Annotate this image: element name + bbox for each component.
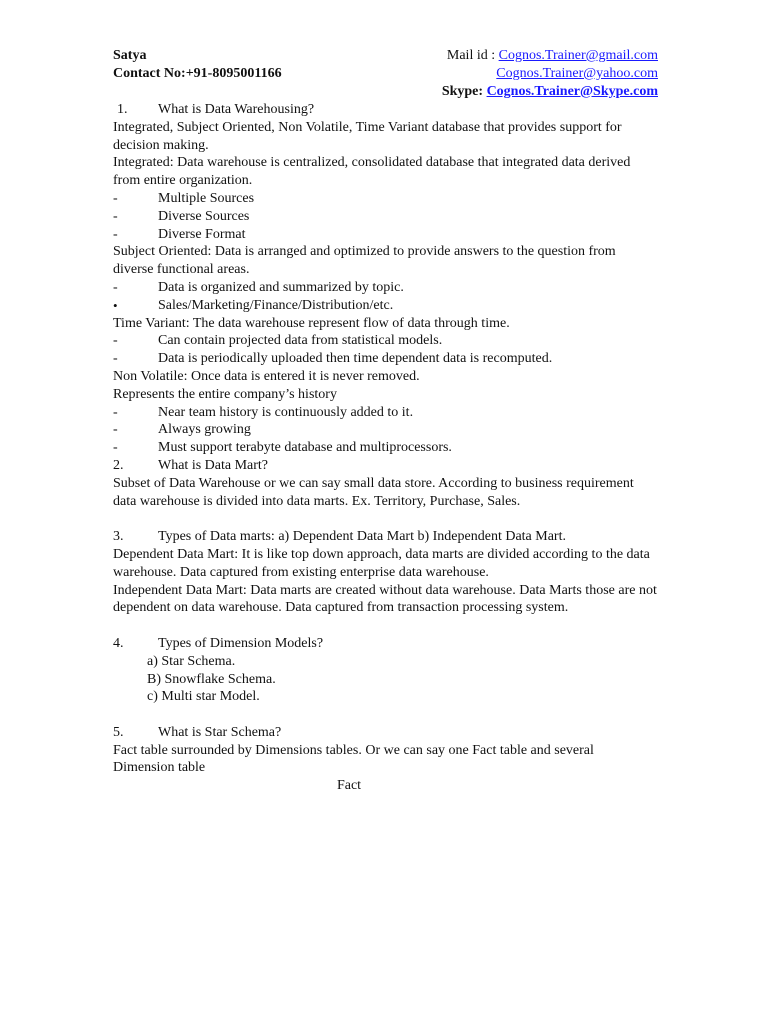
- question-number: 2.: [113, 457, 124, 473]
- list-item: [113, 439, 658, 457]
- dash-marker: -: [113, 404, 118, 420]
- contact-links: [442, 47, 658, 100]
- list-item-text: Diverse Sources: [158, 208, 250, 224]
- question-heading: [113, 724, 658, 742]
- document-header: [113, 47, 658, 101]
- dash-marker: -: [113, 279, 118, 295]
- question-title: Types of Dimension Models?: [158, 635, 324, 651]
- paragraph: Integrated, Subject Oriented, Non Volatile, Time Variant database that provides support for decision making.: [113, 119, 622, 153]
- list-item: [113, 226, 658, 244]
- contact-number: Contact No:+91-8095001166: [113, 65, 282, 81]
- question-heading: [113, 457, 658, 475]
- question-heading: [113, 635, 658, 653]
- paragraph: Integrated: Data warehouse is centralized, consolidated database that integrated data derived from entire organization.: [113, 155, 631, 189]
- paragraph: Subset of Data Warehouse or we can say small data store. According to business requirement data warehouse is divided into data marts. Ex. Territory, Purchase, Sales.: [113, 475, 634, 509]
- question-title: What is Star Schema?: [158, 724, 282, 740]
- dash-marker: -: [113, 333, 118, 349]
- paragraph: Fact table surrounded by Dimensions tables. Or we can say one Fact table and several Dimension table: [113, 742, 594, 776]
- list-item-text: Data is organized and summarized by topic.: [158, 279, 404, 295]
- list-item: [113, 190, 658, 208]
- paragraph: Non Volatile: Once data is entered it is never removed.: [113, 368, 420, 384]
- yahoo-link[interactable]: Cognos.Trainer@yahoo.com: [496, 65, 658, 81]
- list-item: [113, 208, 658, 226]
- paragraph: Time Variant: The data warehouse represent flow of data through time.: [113, 315, 510, 331]
- skype-link[interactable]: Cognos.Trainer@Skype.com: [486, 83, 658, 99]
- paragraph: Dependent Data Mart: It is like top down approach, data marts are divided according to the data warehouse. Data captured from existing enterprise data warehouse.: [113, 546, 650, 580]
- question-title: What is Data Warehousing?: [158, 102, 315, 117]
- dash-marker: -: [113, 440, 118, 456]
- list-item-text: Data is periodically uploaded then time dependent data is recomputed.: [158, 351, 553, 367]
- question-title: What is Data Mart?: [158, 457, 269, 473]
- list-item-text: Sales/Marketing/Finance/Distribution/etc.: [158, 297, 394, 313]
- question-number: 1.: [117, 102, 128, 117]
- gmail-link[interactable]: Cognos.Trainer@gmail.com: [498, 48, 658, 63]
- list-item: [113, 421, 658, 439]
- skype-label: Skype:: [441, 83, 487, 99]
- mail-label: Mail id :: [446, 48, 499, 63]
- list-item-text: Always growing: [158, 422, 251, 438]
- author-name: Satya: [113, 48, 147, 63]
- list-item-text: Near team history is continuously added to it.: [158, 404, 414, 420]
- list-item: a) Star Schema.: [147, 653, 236, 669]
- dash-marker: -: [113, 422, 118, 438]
- dash-marker: -: [113, 208, 118, 224]
- list-item: [113, 279, 658, 297]
- question-number: 3.: [113, 529, 124, 545]
- list-item-text: Diverse Format: [158, 226, 246, 242]
- question-heading: [113, 528, 658, 546]
- dash-marker: -: [113, 351, 118, 367]
- list-item-text: Multiple Sources: [158, 190, 255, 206]
- spacer: [113, 617, 658, 635]
- dash-marker: -: [113, 190, 118, 206]
- fact-label: Fact: [336, 778, 362, 794]
- list-item-text: Can contain projected data from statistical models.: [158, 333, 443, 349]
- list-item: c) Multi star Model.: [147, 689, 260, 705]
- list-item: [113, 404, 658, 422]
- bullet-marker: •: [113, 297, 118, 313]
- spacer: [113, 510, 658, 528]
- paragraph: Represents the entire company’s history: [113, 386, 337, 402]
- question-number: 4.: [113, 635, 124, 651]
- paragraph: Subject Oriented: Data is arranged and optimized to provide answers to the question from diverse functional areas.: [113, 244, 616, 278]
- list-item: [113, 332, 658, 350]
- list-item: B) Snowflake Schema.: [147, 671, 276, 687]
- list-item: [113, 297, 658, 315]
- list-item: [113, 350, 658, 368]
- list-item-text: Must support terabyte database and multiprocessors.: [158, 440, 452, 456]
- spacer: [113, 706, 658, 724]
- document-page: [113, 47, 658, 795]
- question-heading: [113, 101, 658, 119]
- question-number: 5.: [113, 724, 124, 740]
- question-title: Types of Data marts: a) Dependent Data Mart b) Independent Data Mart.: [158, 529, 566, 545]
- dash-marker: -: [113, 226, 118, 242]
- paragraph: Independent Data Mart: Data marts are created without data warehouse. Data Marts those are not dependent on data warehouse. Data captured from transaction processing system.: [113, 582, 657, 616]
- author-block: [113, 47, 282, 83]
